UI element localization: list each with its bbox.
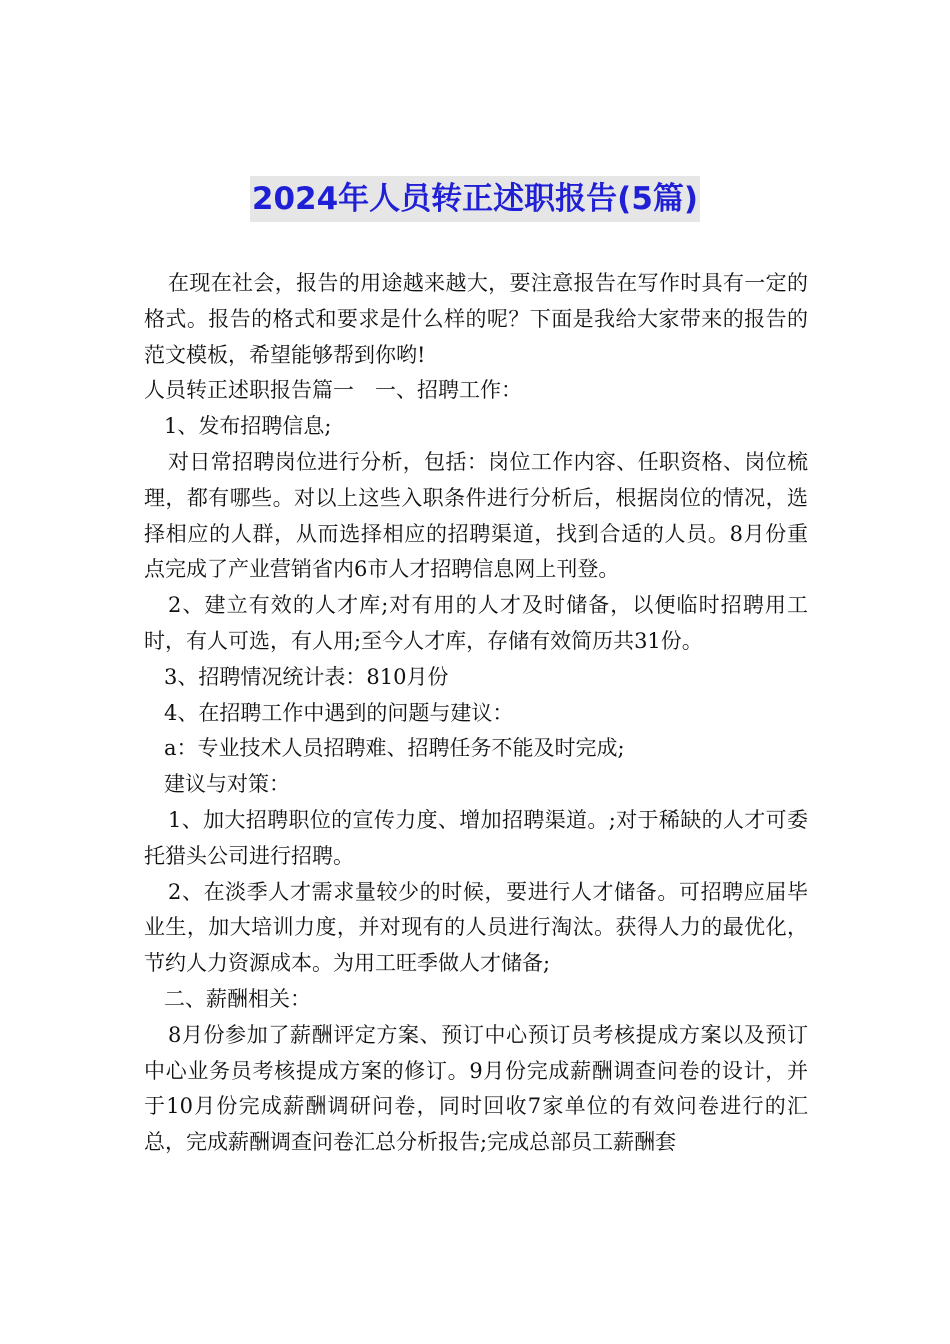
section-heading-recruitment: 人员转正述职报告篇一 一、招聘工作： (144, 378, 522, 403)
section-heading-salary: 二、薪酬相关： (164, 986, 311, 1011)
list-item-talent-pool: 2、建立有效的人才库;对有用的人才及时储备，以便临时招聘用工时，有人可选，有人用;至今人才库，存储有效简历共31份。 (144, 593, 808, 653)
document-body (144, 266, 808, 1161)
problem-a: a：专业技术人员招聘难、招聘任务不能及时完成; (164, 736, 625, 761)
title-container (0, 176, 950, 222)
suggestions-heading: 建议与对策： (164, 772, 290, 797)
list-item-statistics: 3、招聘情况统计表：810月份 (164, 664, 449, 689)
intro-paragraph: 在现在社会，报告的用途越来越大，要注意报告在写作时具有一定的格式。报告的格式和要求是什么样的呢？下面是我给大家带来的报告的范文模板，希望能够帮到你哟! (144, 271, 808, 367)
list-item-publish-info: 1、发布招聘信息; (164, 414, 332, 439)
suggestion-2: 2、在淡季人才需求量较少的时候，要进行人才储备。可招聘应届毕业生，加大培训力度，并对现有的人员进行淘汰。获得人力的最优化，节约人力资源成本。为用工旺季做人才储备; (144, 879, 808, 976)
paragraph-salary-details: 8月份参加了薪酬评定方案、预订中心预订员考核提成方案以及预订中心业务员考核提成方案的修订。9月份完成薪酬调查问卷的设计，并于10月份完成薪酬调研问卷，同时回收7家单位的有效问卷进行的汇总，完成薪酬调查问卷汇总分析报告;完成总部员工薪酬套 (144, 1022, 808, 1155)
suggestion-1: 1、加大招聘职位的宣传力度、增加招聘渠道。;对于稀缺的人才可委托猎头公司进行招聘。 (144, 807, 808, 868)
list-item-problems: 4、在招聘工作中遇到的问题与建议： (164, 700, 514, 725)
document-title: 2024年人员转正述职报告(5篇) (250, 176, 700, 222)
paragraph-position-analysis: 对日常招聘岗位进行分析，包括：岗位工作内容、任职资格、岗位梳理，都有哪些。对以上这些入职条件进行分析后，根据岗位的情况，选择相应的人群，从而选择相应的招聘渠道，找到合适的人员。8月份重点完成了产业营销省内6市人才招聘信息网上刊登。 (144, 449, 808, 582)
